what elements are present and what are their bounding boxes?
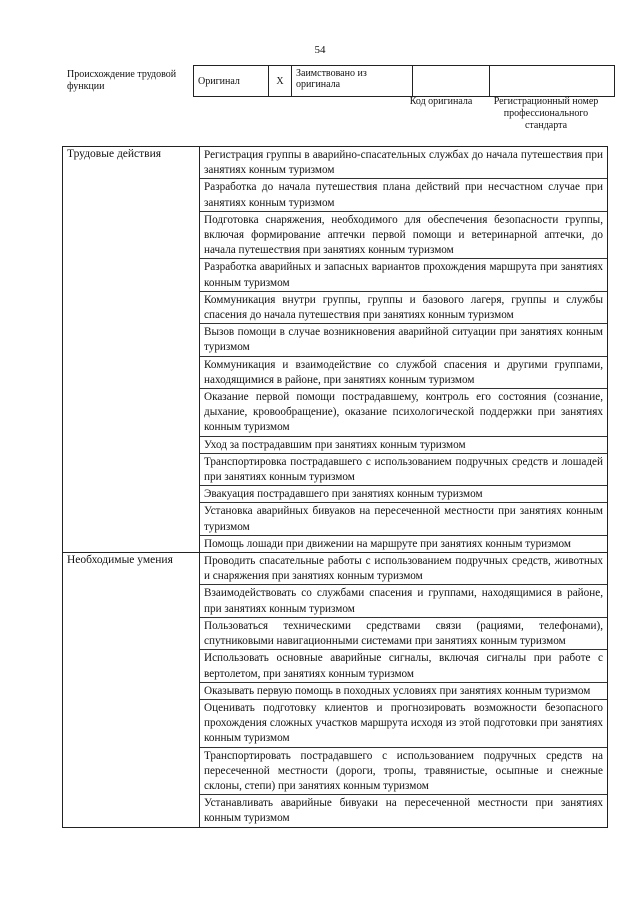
list-item: Транспортировать пострадавшего с использованием подручных средств на пересеченной местности (дороги, тропы, травянистые, осыпные и снежные склоны, степи) при занятиях конным туризмом xyxy=(200,748,607,796)
section-row-skills xyxy=(63,553,608,827)
list-item: Коммуникация и взаимодействие со службой спасения и другими группами, находящимися в районе, при занятиях конным туризмом xyxy=(200,357,607,389)
section-items xyxy=(200,147,608,553)
reg-number-cell xyxy=(490,66,615,97)
list-item: Помощь лошади при движении на маршруте при занятиях конным туризмом xyxy=(204,537,571,550)
origin-grid xyxy=(193,65,615,97)
list-item: Оценивать подготовку клиентов и прогнозировать возможности безопасного прохождения сложных участков маршрута исходя из этой подготовки при занятиях конным туризмом xyxy=(200,700,607,748)
page-number: 54 xyxy=(314,44,326,56)
list-item: Разработка до начала путешествия плана действий при несчастном случае при занятиях конным туризмом xyxy=(200,179,607,211)
list-item: Коммуникация внутри группы, группы и базового лагеря, группы и службы спасения до начала путешествия при занятиях конным туризмом xyxy=(200,292,607,324)
borrowed-cell: Заимствовано из оригинала xyxy=(292,66,413,97)
list-item: Оказание первой помощи пострадавшему, контроль его состояния (сознание, дыхание, кровообращение), оказание психологической поддержки при занятиях конным туризмом xyxy=(200,389,607,437)
original-mark: X xyxy=(269,66,292,97)
list-item: Транспортировка пострадавшего с использованием подручных средств и лошадей при занятиях конным туризмом xyxy=(200,454,607,486)
code-caption: Код оригинала xyxy=(409,96,473,107)
section-label: Трудовые действия xyxy=(63,147,200,553)
section-row-actions xyxy=(63,147,608,553)
list-item: Проводить спасательные работы с использованием подручных средств, животных и снаряжения при занятиях конным туризмом xyxy=(200,553,607,585)
original-cell: Оригинал xyxy=(194,66,269,97)
section-items xyxy=(200,553,608,827)
list-item: Разработка аварийных и запасных вариантов прохождения маршрута при занятиях конным туризмом xyxy=(200,259,607,291)
section-label: Необходимые умения xyxy=(63,553,200,827)
list-item: Подготовка снаряжения, необходимого для обеспечения безопасности группы, включая формирование аптечки первой помощи и ветеринарной аптечки, до начала путешествия при занятиях конным туризмом xyxy=(200,212,607,260)
list-item: Оказывать первую помощь в походных условиях при занятиях конным туризмом xyxy=(200,683,607,700)
list-item: Пользоваться техническими средствами связи (рациями, телефонами), спутниковыми навигационными системами при занятиях конным туризмом xyxy=(200,618,607,650)
list-item: Установка аварийных бивуаков на пересеченной местности при занятиях конным туризмом xyxy=(200,503,607,535)
list-item: Устанавливать аварийные бивуаки на пересеченной местности при занятиях конным туризмом xyxy=(204,797,603,825)
list-item: Уход за пострадавшим при занятиях конным туризмом xyxy=(200,437,607,454)
reg-caption: Регистрационный номер профессионального стандарта xyxy=(493,96,599,131)
origin-label: Происхождение трудовой функции xyxy=(67,69,177,92)
list-item: Эвакуация пострадавшего при занятиях конным туризмом xyxy=(200,486,607,503)
list-item: Взаимодействовать со службами спасения и группами, находящимися в районе, при занятиях конным туризмом xyxy=(200,585,607,617)
function-table xyxy=(62,146,608,828)
code-cell xyxy=(413,66,490,97)
list-item: Регистрация группы в аварийно-спасательных службах до начала путешествия при занятиях конным туризмом xyxy=(200,147,607,179)
list-item: Использовать основные аварийные сигналы, включая сигналы при работе с вертолетом, при занятиях конным туризмом xyxy=(200,650,607,682)
list-item: Вызов помощи в случае возникновения аварийной ситуации при занятиях конным туризмом xyxy=(200,324,607,356)
